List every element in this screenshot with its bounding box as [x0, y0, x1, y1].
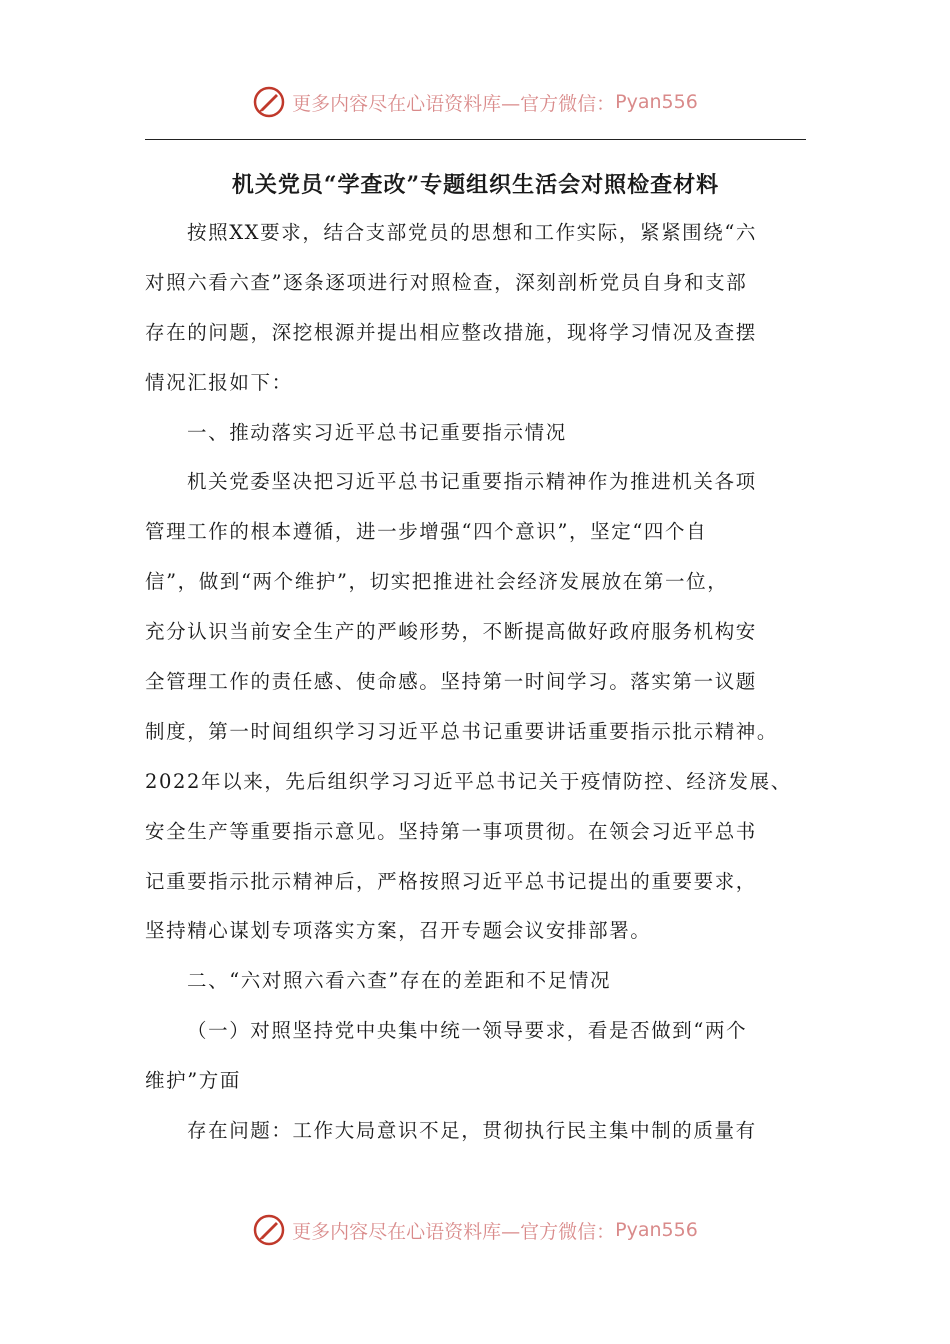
section-heading: 一、推动落实习近平总书记重要指示情况	[187, 420, 567, 444]
header-wechat-handle: Pyan556	[615, 91, 698, 113]
text-line: 全管理工作的责任感、使命感。坚持第一时间学习。落实第一议题	[145, 670, 757, 694]
text-line: 信”，做到“两个维护”，切实把推进社会经济发展放在第一位，	[145, 570, 729, 594]
brush-logo-icon	[252, 85, 286, 119]
footer-brand-text: 更多内容尽在心语资料库—官方微信：	[292, 1220, 616, 1243]
subsection-heading: （一）对照坚持党中央集中统一领导要求，看是否做到“两个	[187, 1019, 748, 1043]
text-line: 记重要指示批示精神后，严格按照习近平总书记提出的重要要求，	[145, 869, 757, 893]
text-line: 安全生产等重要指示意见。坚持第一事项贯彻。在领会习近平总书	[145, 819, 757, 843]
header-divider	[145, 139, 806, 140]
brush-logo-icon	[252, 1213, 286, 1247]
footer-banner	[0, 1210, 950, 1250]
document-body	[145, 208, 806, 1156]
footer-wechat-handle: Pyan556	[615, 1219, 698, 1241]
text-line: 情况汇报如下：	[145, 370, 293, 394]
text-line: 维护”方面	[145, 1069, 241, 1093]
text-line: 坚持精心谋划专项落实方案，召开专题会议安排部署。	[145, 919, 652, 943]
text-line: 机关党委坚决把习近平总书记重要指示精神作为推进机关各项	[187, 470, 757, 494]
text-line: 2022年以来，先后组织学习习近平总书记关于疫情防控、经济发展、	[145, 769, 792, 793]
document-title: 机关党员“学查改”专题组织生活会对照检查材料	[231, 172, 720, 198]
text-line: 存在的问题，深挖根源并提出相应整改措施，现将学习情况及查摆	[145, 320, 757, 344]
text-line: 存在问题：工作大局意识不足，贯彻执行民主集中制的质量有	[187, 1119, 757, 1143]
section-heading: 二、“六对照六看六查”存在的差距和不足情况	[187, 969, 612, 993]
header-banner	[0, 82, 950, 122]
text-line: 对照六看六查”逐条逐项进行对照检查，深刻剖析党员自身和支部	[145, 270, 748, 294]
text-line: 管理工作的根本遵循，进一步增强“四个意识”，坚定“四个自	[145, 520, 708, 544]
text-line: 充分认识当前安全生产的严峻形势，不断提高做好政府服务机构安	[145, 620, 757, 644]
text-line: 制度，第一时间组织学习习近平总书记重要讲话重要指示批示精神。	[145, 719, 779, 743]
text-line: 按照XX要求，结合支部党员的思想和工作实际，紧紧围绕“六	[187, 221, 758, 244]
header-brand-text: 更多内容尽在心语资料库—官方微信：	[292, 92, 616, 115]
